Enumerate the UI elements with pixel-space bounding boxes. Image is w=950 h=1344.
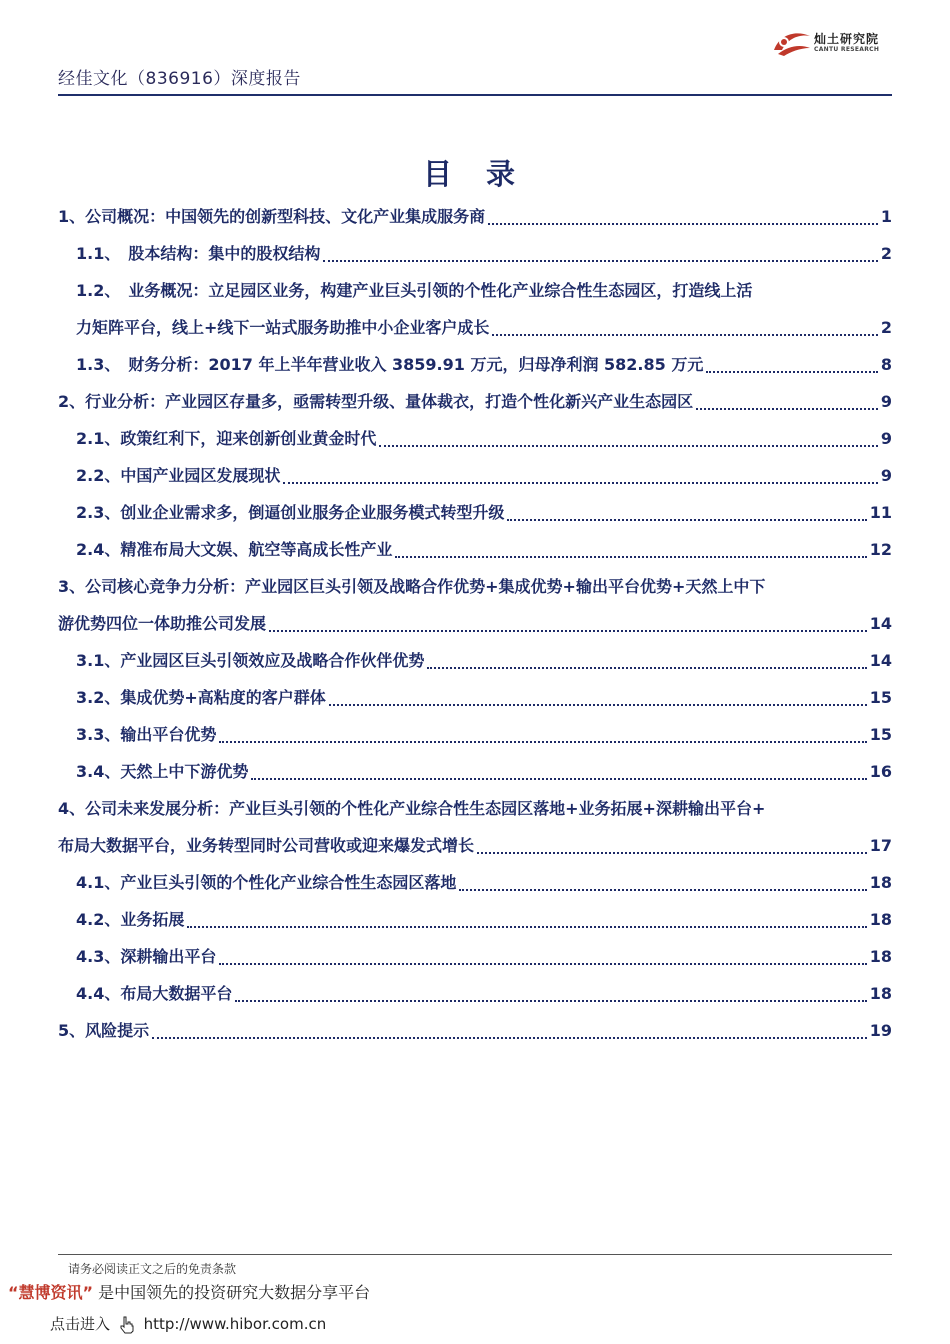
toc-entry[interactable] [58, 901, 892, 938]
toc-entry-label: 4.1、产业巨头引领的个性化产业综合性生态园区落地 [76, 873, 457, 892]
toc-entry[interactable] [58, 938, 892, 975]
report-title: 经佳文化（836916）深度报告 [58, 69, 301, 89]
toc-page-number: 15 [869, 688, 892, 707]
toc-leader-dots [187, 926, 866, 928]
logo-en-text: CANTU RESEARCH [814, 46, 880, 53]
table-of-contents [58, 198, 892, 1049]
toc-entry-label: 3.2、集成优势+高粘度的客户群体 [76, 688, 326, 707]
toc-entry-label: 2.4、精准布局大文娱、航空等高成长性产业 [76, 540, 393, 559]
toc-leader-dots [427, 667, 866, 669]
toc-leader-dots [251, 778, 866, 780]
toc-page-number: 18 [869, 910, 892, 929]
toc-page-number: 9 [880, 466, 892, 485]
toc-page-number: 17 [869, 836, 892, 855]
toc-leader-dots [507, 519, 866, 521]
toc-entry[interactable] [58, 457, 892, 494]
toc-leader-dots [696, 408, 878, 410]
toc-entry[interactable] [58, 975, 892, 1012]
toc-leader-dots [219, 741, 866, 743]
toc-page-number: 18 [869, 984, 892, 1003]
toc-entry[interactable] [58, 864, 892, 901]
toc-leader-dots [477, 852, 867, 854]
toc-leader-dots [379, 445, 878, 447]
toc-entry[interactable] [58, 494, 892, 531]
toc-entry[interactable] [58, 420, 892, 457]
toc-entry-label: 力矩阵平台，线上+线下一站式服务助推中小企业客户成长 [76, 318, 490, 337]
toc-entry[interactable] [58, 642, 892, 679]
toc-entry-label: 3.1、产业园区巨头引领效应及战略合作伙伴优势 [76, 651, 425, 670]
footer-divider [58, 1254, 892, 1255]
toc-entry[interactable] [58, 605, 892, 642]
toc-leader-dots [459, 889, 866, 891]
header-divider [58, 94, 892, 96]
toc-entry-label: 3.3、输出平台优势 [76, 725, 217, 744]
toc-leader-dots [219, 963, 866, 965]
promo-text: 是中国领先的投资研究大数据分享平台 [98, 1283, 371, 1302]
cantu-logo-icon [770, 28, 814, 58]
toc-page-number: 14 [869, 651, 892, 670]
toc-entry[interactable] [58, 827, 892, 864]
toc-entry-label: 2.3、创业企业需求多，倒逼创业服务企业服务模式转型升级 [76, 503, 505, 522]
toc-entry-line[interactable]: 3、公司核心竞争力分析：产业园区巨头引领及战略合作优势+集成优势+输出平台优势+天然上中下 [58, 577, 766, 596]
toc-entry[interactable] [58, 383, 892, 420]
logo-cn-text: 灿土研究院 [814, 32, 880, 46]
toc-page-number: 18 [869, 947, 892, 966]
disclaimer-note: 请务必阅读正文之后的免责条款 [68, 1262, 237, 1276]
toc-page-number: 2 [880, 318, 892, 337]
toc-entry-label: 5、风险提示 [58, 1021, 150, 1040]
toc-leader-dots [235, 1000, 866, 1002]
toc-leader-dots [492, 334, 877, 336]
toc-entry[interactable] [58, 753, 892, 790]
toc-entry-label: 1、公司概况：中国领先的创新型科技、文化产业集成服务商 [58, 207, 486, 226]
toc-entry[interactable] [58, 235, 892, 272]
toc-entry-label: 2、行业分析：产业园区存量多，亟需转型升级、量体裁衣，打造个性化新兴产业生态园区 [58, 392, 694, 411]
toc-page-number: 18 [869, 873, 892, 892]
promo-brand: “慧博资讯” [8, 1283, 94, 1302]
toc-page-number: 1 [880, 207, 892, 226]
toc-page-number: 2 [880, 244, 892, 263]
link-url[interactable]: http://www.hibor.com.cn [143, 1315, 327, 1333]
promo-line [8, 1280, 370, 1303]
toc-entry[interactable] [58, 531, 892, 568]
toc-page-number: 8 [880, 355, 892, 374]
toc-page-number: 9 [880, 392, 892, 411]
toc-entry-line[interactable]: 1.2、 业务概况：立足园区业务，构建产业巨头引领的个性化产业综合性生态园区，打造线上活 [76, 281, 753, 300]
hand-cursor-icon [119, 1316, 135, 1334]
toc-page-number: 16 [869, 762, 892, 781]
toc-leader-dots [488, 223, 878, 225]
toc-page-number: 11 [869, 503, 892, 522]
toc-page-number: 12 [869, 540, 892, 559]
link-prefix: 点击进入 [50, 1315, 111, 1333]
cantu-logo [770, 28, 892, 58]
toc-entry[interactable] [58, 346, 892, 383]
toc-leader-dots [706, 371, 878, 373]
toc-leader-dots [395, 556, 866, 558]
toc-leader-dots [329, 704, 867, 706]
toc-page-number: 9 [880, 429, 892, 448]
toc-page-number: 14 [869, 614, 892, 633]
toc-entry-label: 4.4、布局大数据平台 [76, 984, 233, 1003]
toc-entry-label: 游优势四位一体助推公司发展 [58, 614, 267, 633]
toc-page-number: 19 [869, 1021, 892, 1040]
toc-entry-label: 4.2、业务拓展 [76, 910, 185, 929]
toc-entry-label: 1.1、 股本结构：集中的股权结构 [76, 244, 321, 263]
toc-entry-label: 1.3、 财务分析：2017 年上半年营业收入 3859.91 万元，归母净利润 582.85 万元 [76, 355, 704, 374]
toc-entry-label: 布局大数据平台，业务转型同时公司营收或迎来爆发式增长 [58, 836, 475, 855]
toc-entry[interactable] [58, 679, 892, 716]
toc-entry-label: 4.3、深耕输出平台 [76, 947, 217, 966]
toc-entry[interactable] [58, 198, 892, 235]
toc-entry-label: 3.4、天然上中下游优势 [76, 762, 249, 781]
toc-leader-dots [283, 482, 878, 484]
toc-heading: 目 录 [422, 157, 528, 191]
toc-leader-dots [152, 1037, 867, 1039]
toc-entry-label: 2.1、政策红利下，迎来创新创业黄金时代 [76, 429, 377, 448]
toc-entry-label: 2.2、中国产业园区发展现状 [76, 466, 281, 485]
toc-entry-line[interactable]: 4、公司未来发展分析：产业巨头引领的个性化产业综合性生态园区落地+业务拓展+深耕输出平台+ [58, 799, 766, 818]
toc-entry[interactable] [58, 716, 892, 753]
toc-entry[interactable] [58, 309, 892, 346]
hibor-link[interactable] [50, 1313, 326, 1334]
toc-entry[interactable] [58, 1012, 892, 1049]
toc-page-number: 15 [869, 725, 892, 744]
toc-leader-dots [323, 260, 878, 262]
toc-leader-dots [269, 630, 867, 632]
